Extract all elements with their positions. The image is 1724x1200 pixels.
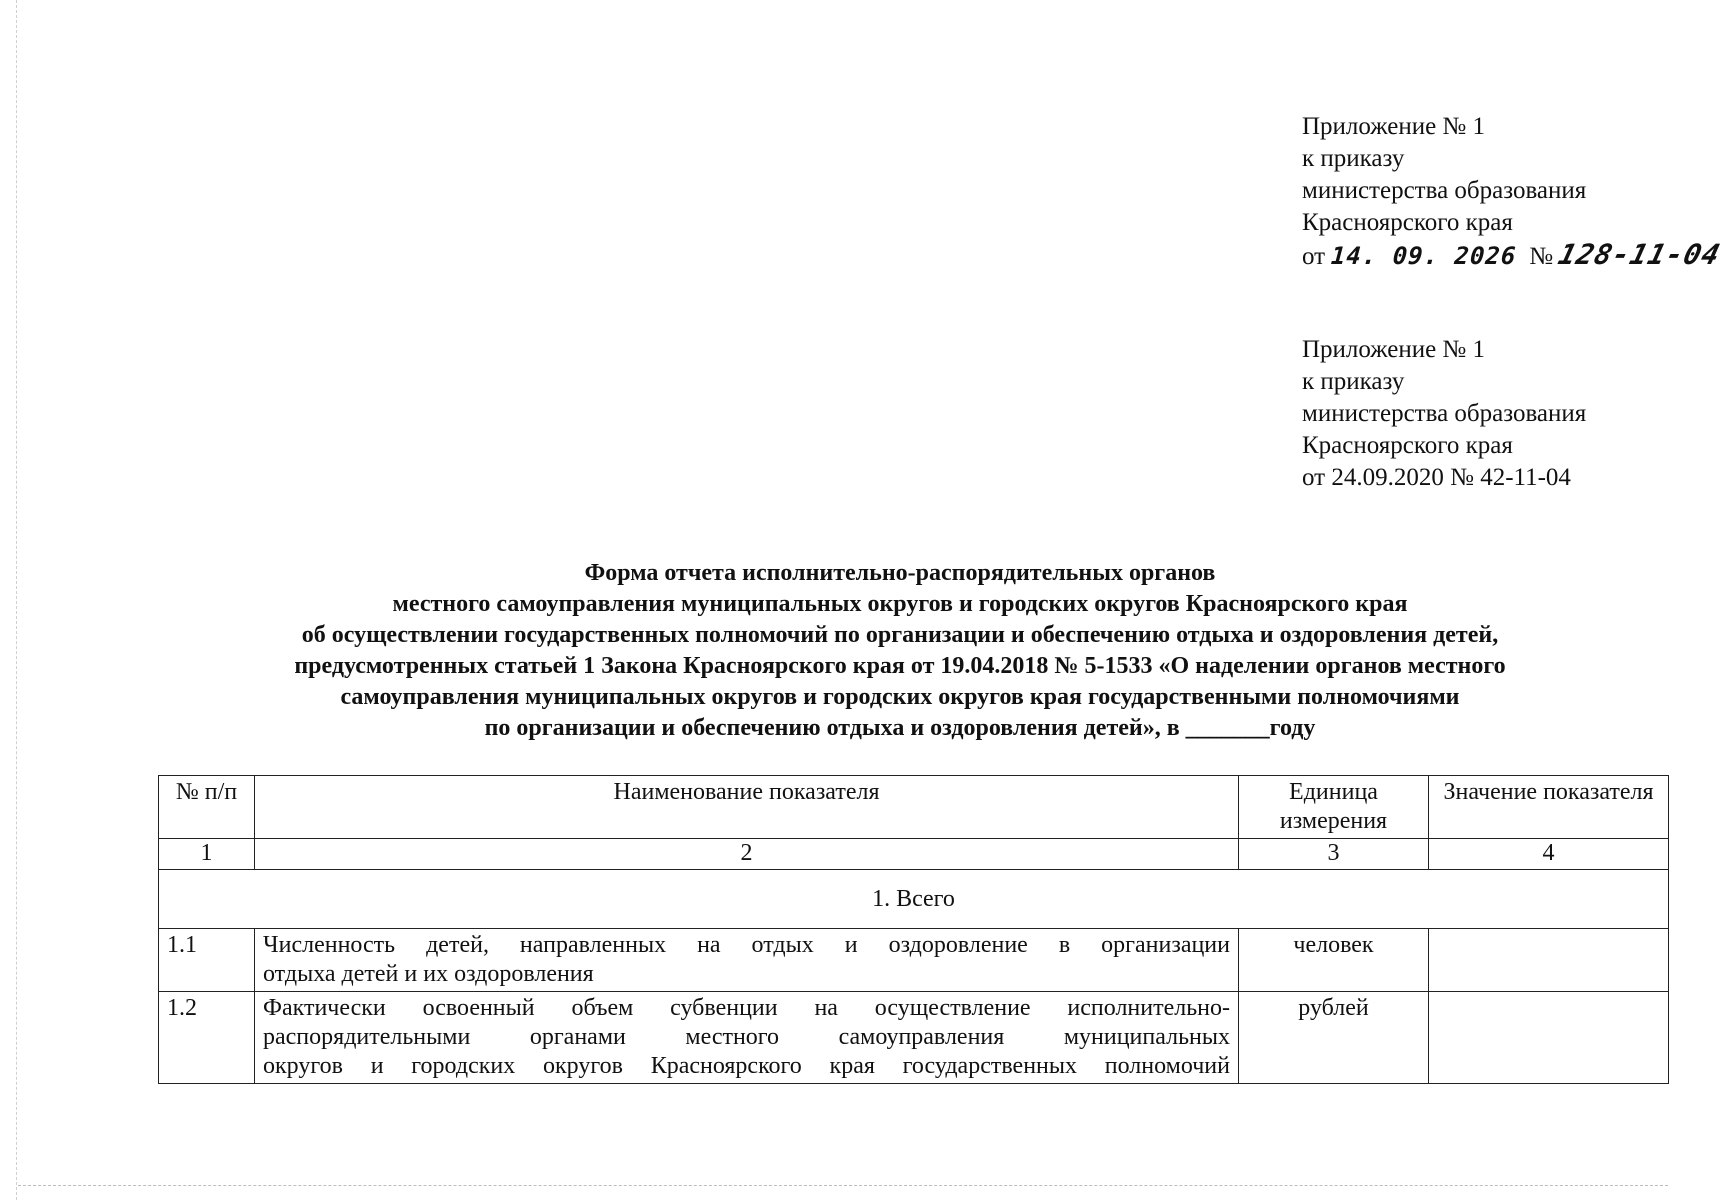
approval-line: от 24.09.2020 № 42-11-04 (1302, 464, 1571, 491)
report-table (158, 775, 1669, 1084)
column-number: 1 (159, 839, 255, 870)
column-number: 4 (1429, 839, 1669, 870)
section-title: 1. Всего (159, 870, 1669, 929)
approval-line: министерства образования (1302, 400, 1587, 427)
row-name (255, 992, 1239, 1084)
row-unit: человек (1239, 929, 1429, 992)
handwritten-date: 14. 09. 2026 (1330, 242, 1518, 270)
row-unit: рублей (1239, 992, 1429, 1084)
row-name (255, 929, 1239, 992)
title-line: Форма отчета исполнительно-распорядительных органов (584, 560, 1216, 586)
approval-line: министерства образования (1302, 177, 1587, 204)
approval-line: Красноярского края (1302, 209, 1513, 236)
table-row (159, 929, 1669, 992)
title-line: местного самоуправления муниципальных округов и городских округов Красноярского края (392, 591, 1408, 617)
row-num: 1.2 (159, 992, 255, 1084)
approval-line: к приказу (1302, 368, 1405, 395)
approval-line: Приложение № 1 (1302, 336, 1486, 363)
approval-block-new (1302, 111, 1724, 273)
table-row (159, 992, 1669, 1084)
scan-edge-bottom (18, 1185, 1668, 1187)
header-num: № п/п (159, 776, 255, 839)
title-line: по организации и обеспечению отдыха и оздоровления детей», в _______году (484, 715, 1316, 741)
column-number: 2 (255, 839, 1239, 870)
title-line: самоуправления муниципальных округов и городских округов края государственными полномочиями (340, 684, 1460, 710)
title-line: об осуществлении государственных полномочий по организации и обеспечению отдыха и оздоровления детей, (301, 622, 1499, 648)
column-number-row (159, 839, 1669, 870)
header-name: Наименование показателя (255, 776, 1239, 839)
row-name-line: отдыха детей и их оздоровления (263, 961, 594, 987)
approval-line: Приложение № 1 (1302, 113, 1486, 140)
row-num: 1.1 (159, 929, 255, 992)
title-line: предусмотренных статьей 1 Закона Красноярского края от 19.04.2018 № 5-1533 «О наделении органов местного (294, 653, 1506, 679)
approval-from-label: от (1302, 243, 1326, 270)
row-value (1429, 929, 1669, 992)
header-value: Значение показателя (1429, 776, 1669, 839)
approval-block-old (1302, 334, 1682, 494)
row-name-line: округов и городских округов Красноярского края государственных полномочий (263, 1053, 1230, 1079)
approval-date-line (1302, 238, 1724, 273)
approval-number-label: № (1529, 243, 1554, 270)
document-title (150, 558, 1650, 744)
column-number: 3 (1239, 839, 1429, 870)
row-value (1429, 992, 1669, 1084)
table-header-row (159, 776, 1669, 839)
approval-line: Красноярского края (1302, 432, 1513, 459)
row-name-line: распорядительными органами местного самоуправления муниципальных (263, 1024, 1230, 1050)
handwritten-number: 128-11-04 (1555, 238, 1724, 271)
approval-line: к приказу (1302, 145, 1405, 172)
scan-edge-left (16, 0, 18, 1200)
row-name-line: Фактически освоенный объем субвенции на осуществление исполнительно- (263, 995, 1230, 1021)
header-unit: Единица измерения (1239, 776, 1429, 839)
section-row (159, 870, 1669, 929)
row-name-line: Численность детей, направленных на отдых и оздоровление в организации (263, 932, 1230, 958)
